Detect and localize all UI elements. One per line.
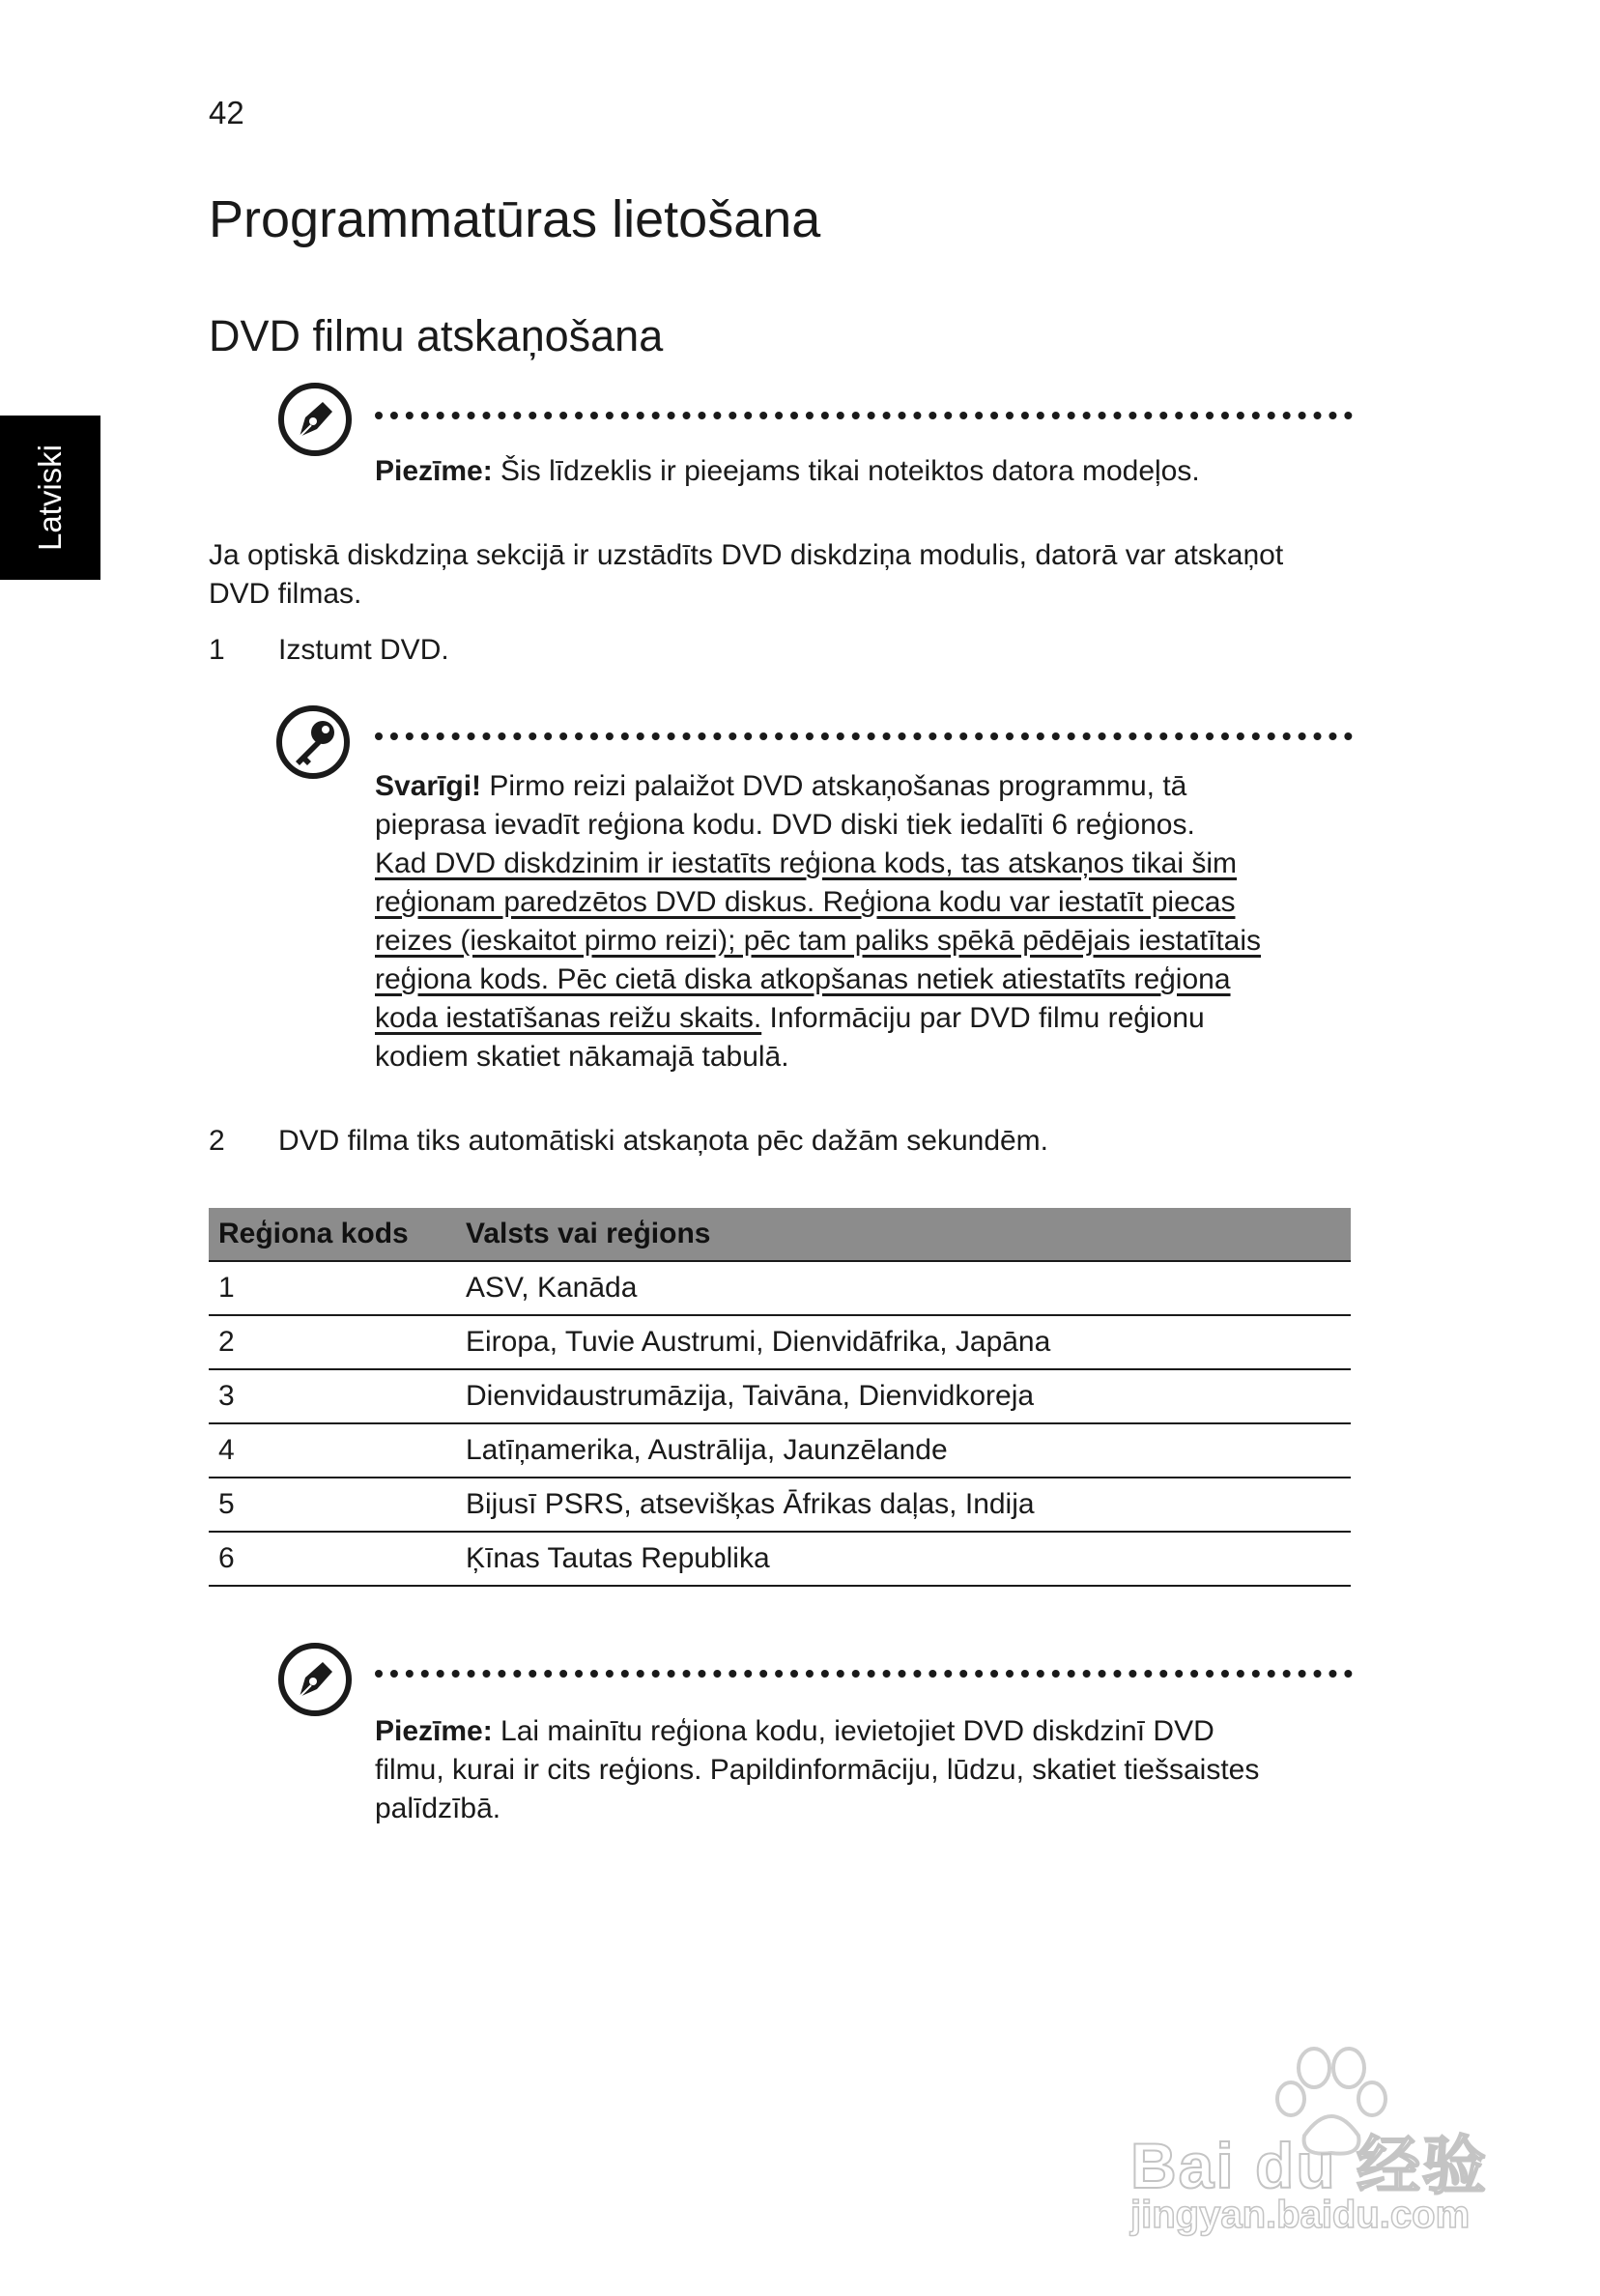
section-title: DVD filmu atskaņošana bbox=[209, 311, 664, 360]
note-text bbox=[375, 452, 1360, 491]
intro-line-2: DVD filmas. bbox=[209, 578, 362, 610]
language-side-tab bbox=[0, 416, 100, 580]
note-body: Šis līdzeklis ir pieejams tikai noteiktos datora modeļos. bbox=[492, 455, 1200, 487]
baidu-watermark bbox=[1121, 2039, 1507, 2242]
important-line-7-tail: Informāciju par DVD filmu reģionu bbox=[761, 1002, 1205, 1034]
note-2-divider bbox=[375, 1670, 1353, 1678]
important-line-6 bbox=[375, 961, 1370, 999]
step-1-number: 1 bbox=[209, 634, 225, 666]
region-code-cell: 6 bbox=[209, 1532, 456, 1586]
important-line-1 bbox=[375, 767, 1370, 806]
note-2-line-2: filmu, kurai ir cits reģions. Papildinformāciju, lūdzu, skatiet tiešsaistes bbox=[375, 1754, 1260, 1786]
important-line-4 bbox=[375, 883, 1370, 922]
table-row bbox=[209, 1315, 1351, 1369]
note-2-icon bbox=[276, 1641, 354, 1723]
step-1-text: Izstumt DVD. bbox=[278, 634, 449, 666]
note-label: Piezīme: bbox=[375, 455, 493, 487]
important-underlined-2: reģionam paredzētos DVD diskus. Reģiona kodu var iestatīt piecas bbox=[375, 886, 1236, 918]
table-row bbox=[209, 1261, 1351, 1315]
intro-paragraph bbox=[209, 536, 1407, 614]
note-2-line-3: palīdzībā. bbox=[375, 1793, 501, 1824]
note-icon bbox=[276, 381, 354, 463]
table-row bbox=[209, 1532, 1351, 1586]
header-country-region: Valsts vai reģions bbox=[456, 1208, 1351, 1261]
key-icon bbox=[274, 703, 352, 781]
note-2-text bbox=[375, 1712, 1370, 1828]
important-line-5 bbox=[375, 922, 1370, 961]
important-underlined-1: Kad DVD diskdzinim ir iestatīts reģiona kods, tas atskaņos tikai šim bbox=[375, 847, 1238, 879]
table-header-row bbox=[209, 1208, 1351, 1261]
important-line-2: pieprasa ievadīt reģiona kodu. DVD diski tiek iedalīti 6 reģionos. bbox=[375, 809, 1195, 841]
step-2-text: DVD filma tiks automātiski atskaņota pēc dažām sekundēm. bbox=[278, 1125, 1049, 1157]
region-code-cell: 1 bbox=[209, 1261, 456, 1315]
region-code-table bbox=[209, 1208, 1351, 1587]
country-cell: Ķīnas Tautas Republika bbox=[456, 1532, 1351, 1586]
note-divider bbox=[375, 412, 1353, 419]
region-code-cell: 2 bbox=[209, 1315, 456, 1369]
country-cell: Dienvidaustrumāzija, Taivāna, Dienvidkoreja bbox=[456, 1369, 1351, 1423]
note-2-line-1 bbox=[375, 1712, 1370, 1751]
watermark-url: jingyan.baidu.com bbox=[1130, 2194, 1471, 2236]
country-cell: Bijusī PSRS, atsevišķas Āfrikas daļas, Indija bbox=[456, 1478, 1351, 1532]
note-2-label: Piezīme: bbox=[375, 1715, 493, 1747]
important-divider bbox=[375, 732, 1353, 740]
table-row bbox=[209, 1369, 1351, 1423]
region-code-cell: 4 bbox=[209, 1423, 456, 1478]
step-2-number: 2 bbox=[209, 1125, 225, 1157]
country-cell: Latīņamerika, Austrālija, Jaunzēlande bbox=[456, 1423, 1351, 1478]
language-side-tab-label: Latviski bbox=[32, 444, 68, 552]
note-2-line-1-body: Lai mainītu reģiona kodu, ievietojiet DVD diskdzinī DVD bbox=[492, 1715, 1214, 1747]
important-line-7 bbox=[375, 999, 1370, 1038]
header-region-code: Reģiona kods bbox=[209, 1208, 456, 1261]
important-line-1-body: Pirmo reizi palaižot DVD atskaņošanas programmu, tā bbox=[481, 770, 1187, 802]
table-row bbox=[209, 1423, 1351, 1478]
page-number: 42 bbox=[209, 95, 244, 130]
important-line-8: kodiem skatiet nākamajā tabulā. bbox=[375, 1041, 789, 1073]
country-cell: ASV, Kanāda bbox=[456, 1261, 1351, 1315]
pen-nib-icon bbox=[276, 1641, 354, 1718]
watermark-brand: Bai du 经验 bbox=[1130, 2130, 1489, 2201]
important-underlined-4: reģiona kods. Pēc cietā diska atkopšanas netiek atiestatīts reģiona bbox=[375, 963, 1231, 995]
important-underlined-5: koda iestatīšanas reižu skaits. bbox=[375, 1002, 762, 1034]
intro-line-1: Ja optiskā diskdziņa sekcijā ir uzstādīts DVD diskdziņa modulis, datorā var atskaņot bbox=[209, 539, 1284, 571]
important-underlined-3: reizes (ieskaitot pirmo reizi); pēc tam paliks spēkā pēdējais iestatītais bbox=[375, 925, 1262, 957]
table-row bbox=[209, 1478, 1351, 1532]
important-line-3 bbox=[375, 845, 1370, 883]
pen-nib-icon bbox=[276, 381, 354, 458]
country-cell: Eiropa, Tuvie Austrumi, Dienvidāfrika, Japāna bbox=[456, 1315, 1351, 1369]
important-text bbox=[375, 767, 1370, 1076]
important-icon bbox=[274, 703, 352, 786]
important-label: Svarīgi! bbox=[375, 770, 482, 802]
page-title: Programmatūras lietošana bbox=[209, 190, 821, 248]
region-code-cell: 3 bbox=[209, 1369, 456, 1423]
region-code-cell: 5 bbox=[209, 1478, 456, 1532]
